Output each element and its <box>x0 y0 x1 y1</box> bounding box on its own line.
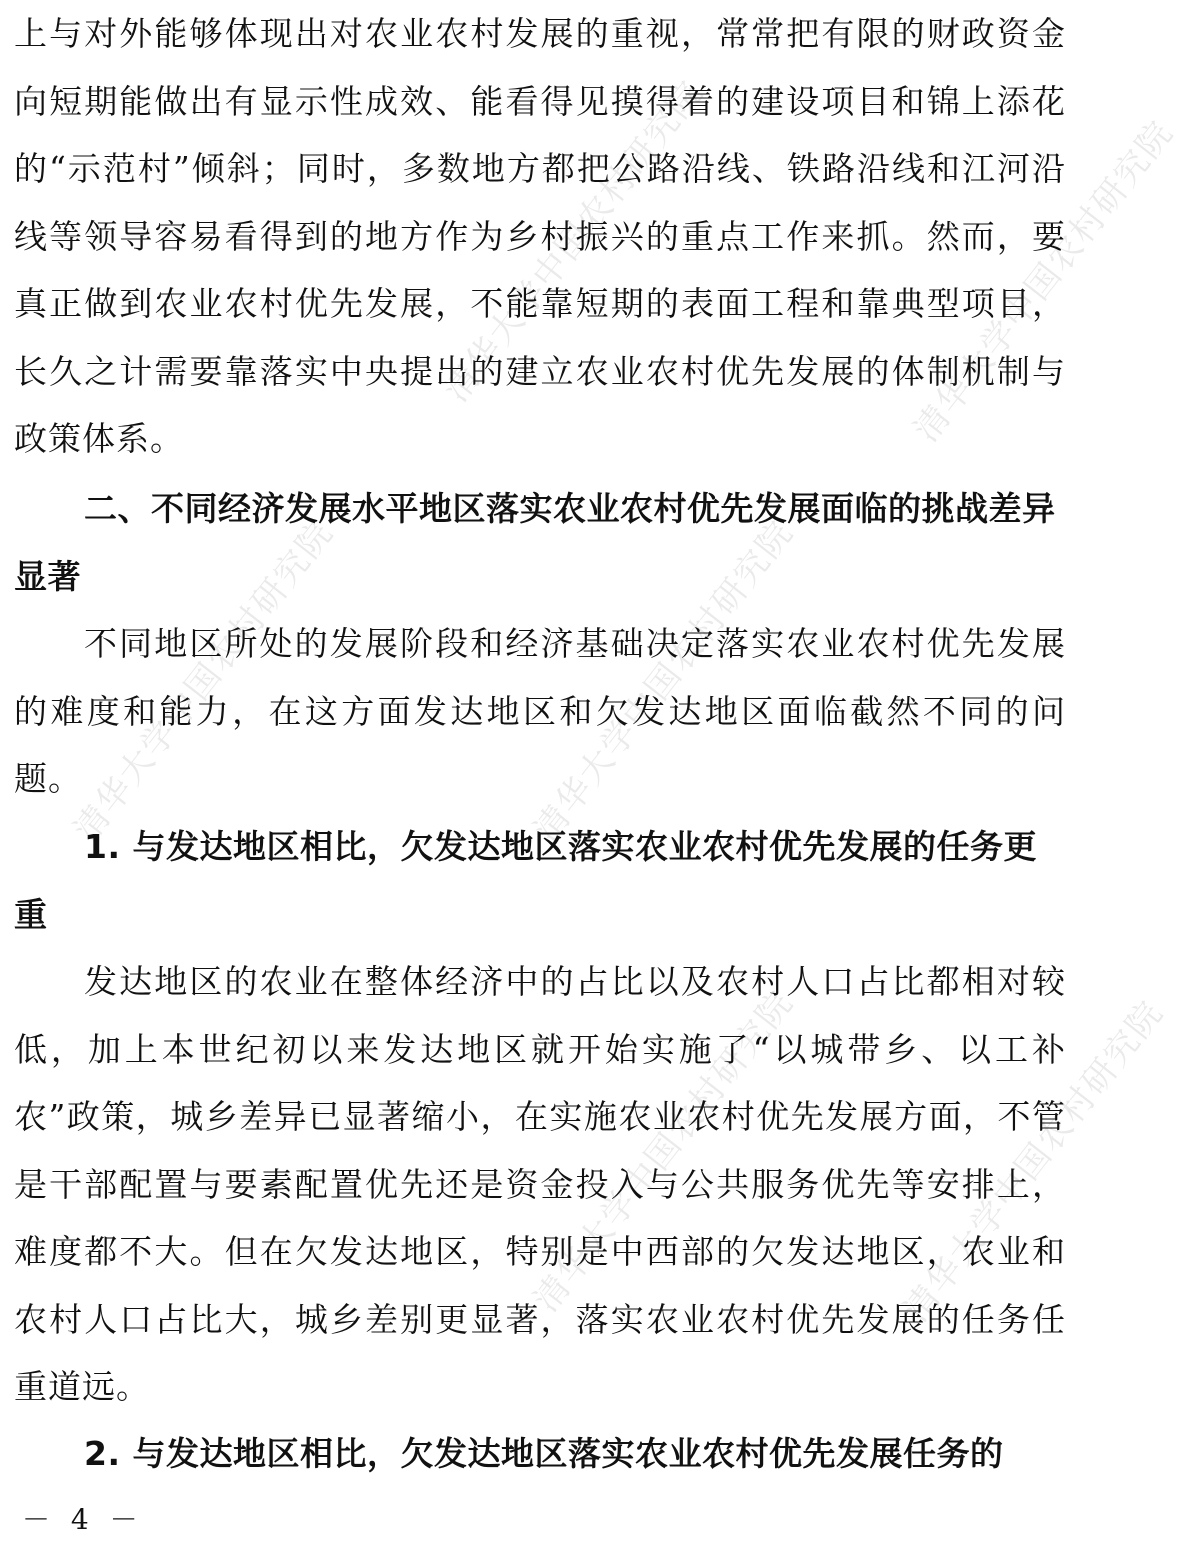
subsection-heading: 2. 与发达地区相比，欠发达地区落实农业农村优先发展任务的 <box>84 1434 1004 1473</box>
watermark: 清华大学中国农村研究院 <box>526 512 802 850</box>
watermark: 清华大学中国农村研究院 <box>906 112 1182 450</box>
watermark: 清华大学中国农村研究院 <box>896 992 1172 1330</box>
page-number: － 4 － <box>22 1503 144 1536</box>
body-paragraph: 不同地区所处的发展阶段和经济基础决定落实农业农村优先发展的难度和能力，在这方面发达地区和欠发达地区面临截然不同的问题。 <box>14 624 1066 798</box>
section-heading: 二、不同经济发展水平地区落实农业农村优先发展面临的挑战差异显著 <box>14 489 1056 596</box>
watermark: 清华大学中国农村研究院 <box>436 72 712 410</box>
subsection-heading: 1. 与发达地区相比，欠发达地区落实农业农村优先发展的任务更重 <box>14 827 1037 934</box>
watermark: 清华大学中国农村研究院 <box>526 982 802 1320</box>
body-paragraph: 发达地区的农业在整体经济中的占比以及农村人口占比都相对较低，加上本世纪初以来发达地区就开始实施了“以城带乡、以工补农”政策，城乡差异已显著缩小，在实施农业农村优先发展方面，不管是干部配置与要素配置优先还是资金投入与公共服务优先等安排上，难度都不大。但在欠发达地区，特别是中西部的欠发达地区，农业和农村人口占比大，城乡差别更显著，落实农业农村优先发展的任务任重道远。 <box>14 962 1066 1406</box>
body-paragraph: 上与对外能够体现出对农业农村发展的重视，常常把有限的财政资金向短期能做出有显示性成效、能看得见摸得着的建设项目和锦上添花的“示范村”倾斜；同时，多数地方都把公路沿线、铁路沿线和江河沿线等领导容易看得到的地方作为乡村振兴的重点工作来抓。然而，要真正做到农业农村优先发展，不能靠短期的表面工程和靠典型项目，长久之计需要靠落实中央提出的建立农业农村优先发展的体制机制与政策体系。 <box>14 14 1066 458</box>
watermark: 清华大学中国农村研究院 <box>66 512 342 850</box>
